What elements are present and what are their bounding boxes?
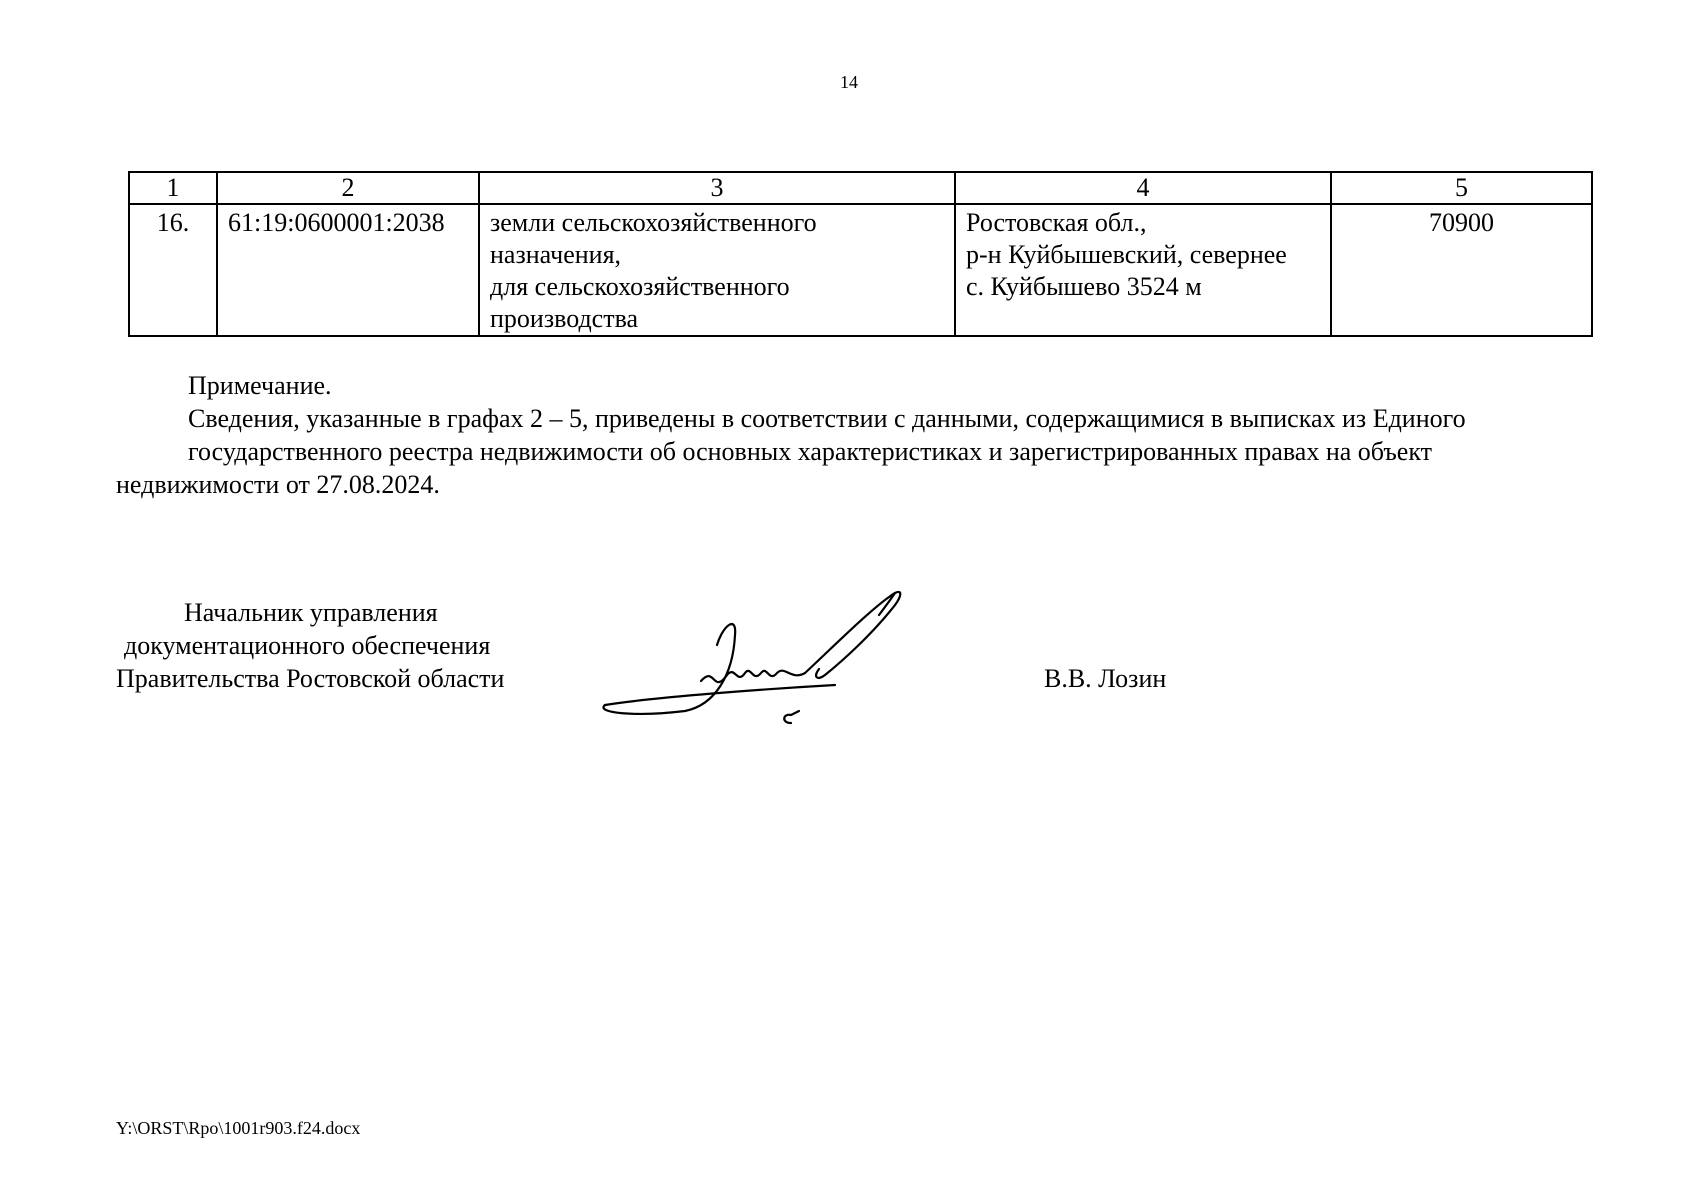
land-category-line: для сельскохозяйственного (490, 272, 790, 301)
position-line: Правительства Ростовской области (116, 664, 505, 693)
column-header-5: 5 (1331, 172, 1592, 204)
note-line: государственного реестра недвижимости об основных характеристиках и зарегистрированных правах на объект (188, 437, 1432, 466)
note-line: недвижимости от 27.08.2024. (116, 470, 440, 499)
address-line: Ростовская обл., (966, 208, 1147, 237)
page-number: 14 (840, 72, 858, 92)
column-header-3: 3 (479, 172, 955, 204)
signatory-position (116, 596, 504, 695)
column-header-4: 4 (955, 172, 1331, 204)
land-category-line: назначения, (490, 240, 622, 269)
address (955, 204, 1331, 336)
column-header-1: 1 (129, 172, 217, 204)
row-number: 16. (129, 204, 217, 336)
land-plot-table (128, 171, 1593, 337)
table-row (129, 204, 1592, 336)
signer-name: В.В. Лозин (1044, 664, 1167, 693)
land-category (479, 204, 955, 336)
position-line: Начальник управления (184, 598, 438, 627)
file-path: Y:\ORST\Rpo\1001r903.f24.docx (116, 1118, 361, 1138)
column-header-2: 2 (217, 172, 479, 204)
handwritten-signature (595, 585, 925, 730)
note-line: Сведения, указанные в графах 2 – 5, приведены в соответствии с данными, содержащимися в выписках из Единого (188, 404, 1466, 433)
area-value: 70900 (1331, 204, 1592, 336)
note-section (116, 369, 1593, 501)
address-line: р-н Куйбышевский, севернее (966, 240, 1287, 269)
land-category-line: земли сельскохозяйственного (490, 208, 817, 237)
table-header-row (129, 172, 1592, 204)
address-line: с. Куйбышево 3524 м (966, 272, 1202, 301)
position-line: документационного обеспечения (124, 631, 491, 660)
note-title: Примечание. (188, 371, 332, 400)
land-category-line: производства (490, 304, 639, 333)
cadastral-number: 61:19:0600001:2038 (217, 204, 479, 336)
